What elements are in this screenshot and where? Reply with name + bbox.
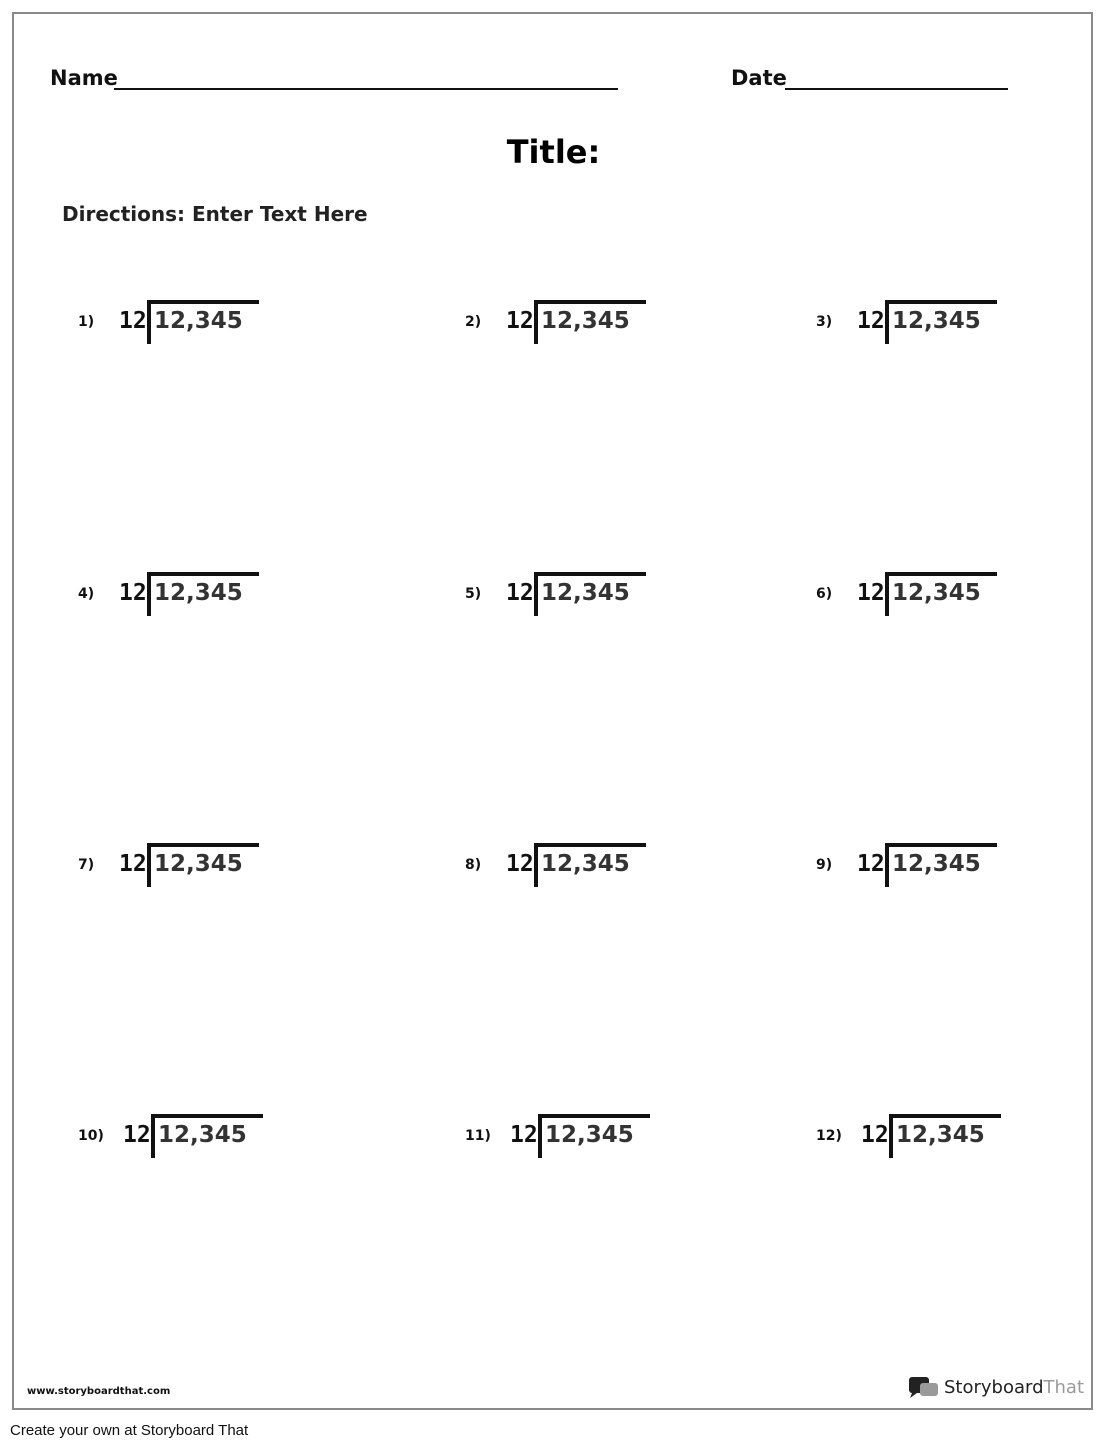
dividend: 12,345: [541, 308, 630, 334]
divisor: 12: [857, 851, 885, 877]
problem-number: 1): [78, 314, 95, 330]
divisor: 12: [506, 580, 534, 606]
division-problem: [78, 572, 398, 632]
problem-number: 4): [78, 586, 95, 602]
problem-number: 6): [816, 586, 833, 602]
dividend: 12,345: [154, 580, 243, 606]
divisor: 12: [857, 580, 885, 606]
division-problem: [78, 300, 398, 360]
division-problem: [816, 843, 1107, 903]
division-problem: [816, 300, 1107, 360]
problem-number: 5): [465, 586, 482, 602]
problem-number: 12): [816, 1128, 842, 1144]
problem-number: 3): [816, 314, 833, 330]
problem-number: 7): [78, 857, 95, 873]
logo-text-main: Storyboard: [944, 1376, 1044, 1398]
date-label: Date: [731, 66, 787, 90]
divisor: 12: [119, 851, 147, 877]
divisor: 12: [119, 580, 147, 606]
storyboardthat-logo: [908, 1374, 1084, 1400]
division-problem: [816, 1114, 1107, 1174]
dividend: 12,345: [892, 308, 981, 334]
divisor: 12: [861, 1122, 889, 1148]
divisor: 12: [506, 851, 534, 877]
speech-bubble-icon: [908, 1375, 940, 1399]
division-problem: [78, 843, 398, 903]
divisor: 12: [123, 1122, 151, 1148]
logo-text-accent: That: [1043, 1376, 1085, 1398]
dividend: 12,345: [541, 851, 630, 877]
name-label: Name: [50, 66, 118, 90]
footer-url: www.storyboardthat.com: [27, 1386, 171, 1397]
dividend: 12,345: [541, 580, 630, 606]
dividend: 12,345: [896, 1122, 985, 1148]
divisor: 12: [510, 1122, 538, 1148]
problem-number: 10): [78, 1128, 104, 1144]
credit-line: Create your own at Storyboard That: [10, 1422, 249, 1439]
dividend: 12,345: [545, 1122, 634, 1148]
division-problem: [465, 843, 785, 903]
problem-number: 9): [816, 857, 833, 873]
date-line: [785, 88, 1008, 90]
problem-number: 2): [465, 314, 482, 330]
dividend: 12,345: [892, 851, 981, 877]
problem-number: 11): [465, 1128, 491, 1144]
dividend: 12,345: [154, 308, 243, 334]
division-problem: [465, 300, 785, 360]
division-problem: [816, 572, 1107, 632]
division-problem: [78, 1114, 398, 1174]
directions-text: Directions: Enter Text Here: [62, 202, 368, 226]
divisor: 12: [857, 308, 885, 334]
dividend: 12,345: [892, 580, 981, 606]
divisor: 12: [506, 308, 534, 334]
name-line: [114, 88, 618, 90]
division-problem: [465, 572, 785, 632]
logo-text: [944, 1377, 1084, 1398]
dividend: 12,345: [154, 851, 243, 877]
problem-number: 8): [465, 857, 482, 873]
division-problem: [465, 1114, 785, 1174]
page-title: Title:: [506, 133, 601, 171]
divisor: 12: [119, 308, 147, 334]
dividend: 12,345: [158, 1122, 247, 1148]
